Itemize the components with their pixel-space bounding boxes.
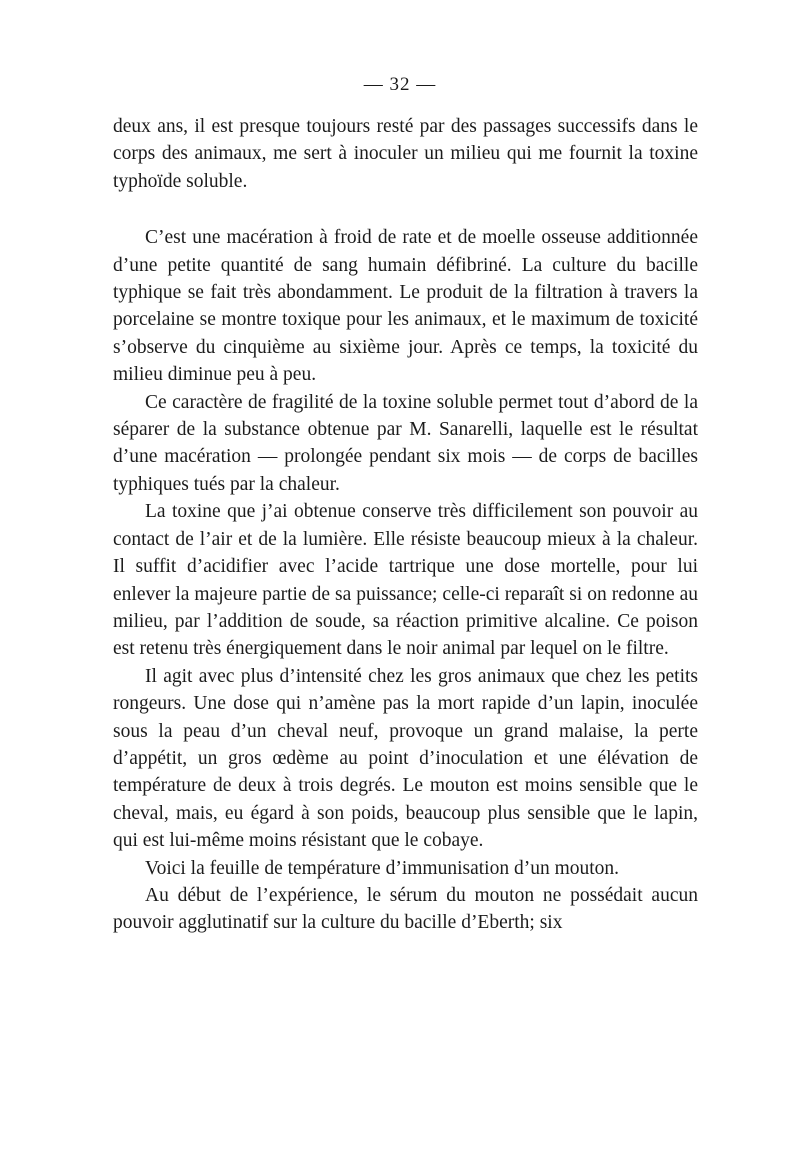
paragraph-fragilite: Ce caractère de fragilité de la toxine soluble permet tout d’abord de la séparer de la substance obtenue par M. Sanarelli, laquelle est le résultat d’une macération — prolongée pendant six mois — de corps de bacilles typhiques tués par la chaleur. xyxy=(113,391,698,495)
page-number: — 32 — xyxy=(363,74,437,95)
paragraph-continuation: deux ans, il est presque toujours resté par des passages successifs dans le corps des animaux, me sert à inoculer un milieu qui me fournit la toxine typhoïde soluble. xyxy=(113,116,698,192)
body-text xyxy=(113,113,698,937)
paragraph-debut: Au début de l’expérience, le sérum du mouton ne possédait aucun pouvoir agglutinatif sur la culture du bacille d’Eberth; six xyxy=(113,884,698,934)
paragraph-intensite: Il agit avec plus d’intensité chez les gros animaux que chez les petits rongeurs. Une dose qui n’amène pas la mort rapide d’un lapin, inoculée sous la peau d’un cheval neuf, provoque un grand malaise, la perte d’appétit, un gros œdème au point d’inoculation et une élévation de température de deux à trois degrés. Le mouton est moins sensible que le cheval, mais, eu égard à son poids, beaucoup plus sensible que le lapin, qui est lui-même moins résistant que le cobaye. xyxy=(113,665,698,852)
paragraph-maceration: C’est une macération à froid de rate et de moelle osseuse additionnée d’une petite quantité de sang humain défibriné. La culture du bacille typhique se fait très abondamment. Le produit de la filtration à travers la porcelaine se montre toxique pour les animaux, et le maximum de toxicité s’observe du cinquième au sixième jour. Après ce temps, la toxicité du milieu diminue peu à peu. xyxy=(113,227,698,386)
paragraph-gap xyxy=(113,195,698,224)
paragraph-feuille: Voici la feuille de température d’immunisation d’un mouton. xyxy=(145,857,620,879)
paragraph-toxine: La toxine que j’ai obtenue conserve très difficilement son pouvoir au contact de l’air et de la lumière. Elle résiste beaucoup mieux à la chaleur. Il suffit d’acidifier avec l’acide tartrique une dose mortelle, pour lui enlever la majeure partie de sa puissance; celle-ci reparaît si on redonne au milieu, par l’addition de soude, sa réaction primitive alcaline. Ce poison est retenu très énergiquement dans le noir animal par lequel on le filtre. xyxy=(113,501,698,660)
